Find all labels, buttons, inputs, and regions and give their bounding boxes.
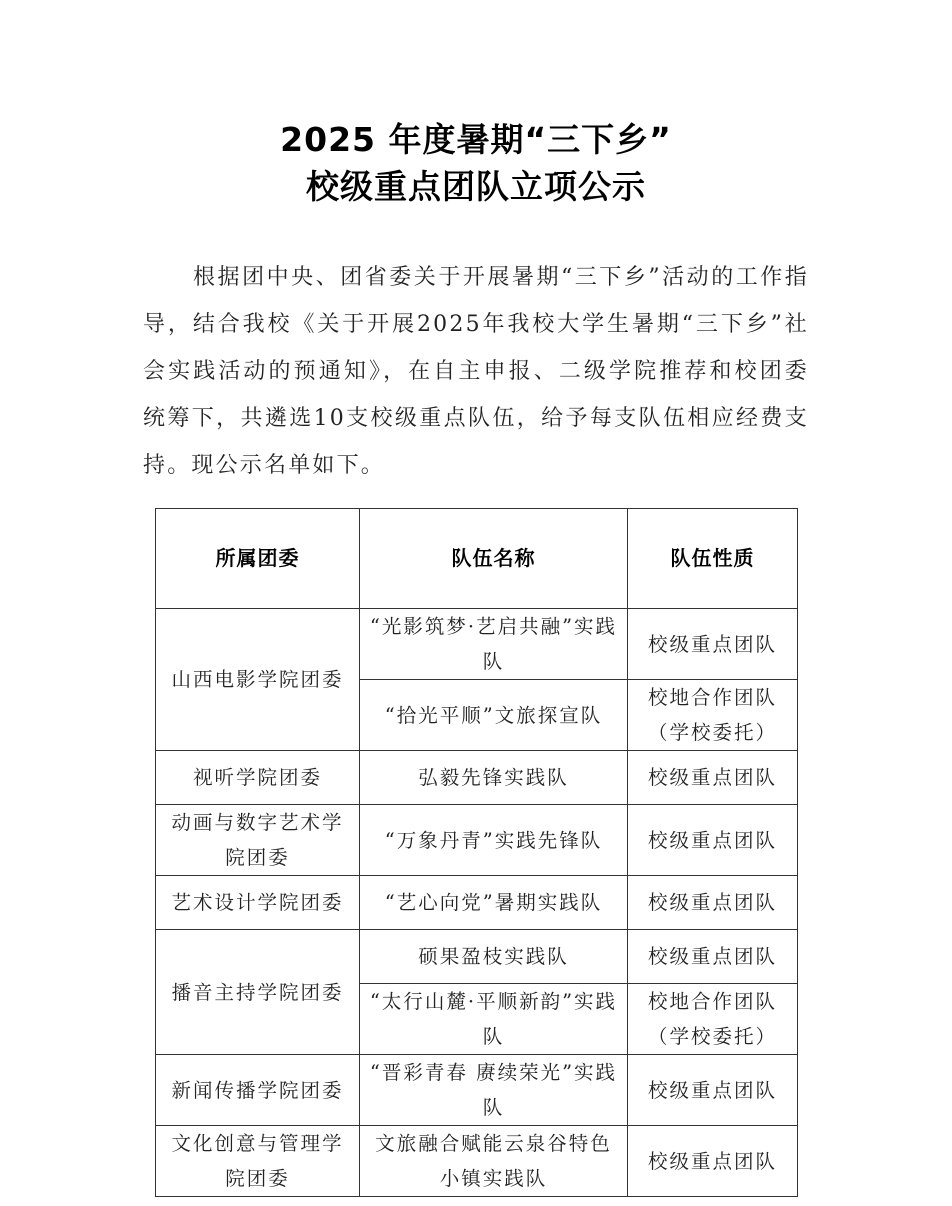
committee-cell: 新闻传播学院团委	[156, 1055, 360, 1126]
header-team-name: 队伍名称	[360, 509, 628, 609]
team-name-cell: “万象丹青”实践先锋队	[360, 805, 628, 876]
table-row	[156, 1055, 798, 1126]
header-committee: 所属团委	[156, 509, 360, 609]
document-title-line1: 2025 年度暑期“三下乡”	[280, 120, 672, 159]
committee-cell: 播音主持学院团委	[156, 930, 360, 1055]
team-type-cell: 校级重点团队	[628, 876, 798, 930]
team-name-cell: “艺心向党”暑期实践队	[360, 876, 628, 930]
table-row	[156, 805, 798, 876]
team-name-cell: 弘毅先锋实践队	[360, 751, 628, 805]
document-title-line2: 校级重点团队立项公示	[306, 167, 646, 206]
team-type-cell: 校级重点团队	[628, 805, 798, 876]
table-row	[156, 876, 798, 930]
committee-cell: 艺术设计学院团委	[156, 876, 360, 930]
header-team-type: 队伍性质	[628, 509, 798, 609]
team-type-cell: 校级重点团队	[628, 1055, 798, 1126]
team-name-cell: 硕果盈枝实践队	[360, 930, 628, 984]
team-type-cell: 校地合作团队（学校委托）	[628, 680, 798, 751]
committee-cell: 文化创意与管理学院团委	[156, 1126, 360, 1197]
team-roster-table	[155, 508, 798, 1197]
table-header-row	[156, 509, 798, 609]
team-type-cell: 校级重点团队	[628, 1126, 798, 1197]
table-row	[156, 1126, 798, 1197]
team-type-cell: 校级重点团队	[628, 930, 798, 984]
table-row	[156, 930, 798, 984]
team-type-cell: 校地合作团队（学校委托）	[628, 984, 798, 1055]
table-row	[156, 609, 798, 680]
team-name-cell: 文旅融合赋能云泉谷特色小镇实践队	[360, 1126, 628, 1197]
committee-cell: 动画与数字艺术学院团委	[156, 805, 360, 876]
intro-paragraph: 根据团中央、团省委关于开展暑期“三下乡”活动的工作指导，结合我校《关于开展2025年我校大学生暑期“三下乡”社会实践活动的预通知》，在自主申报、二级学院推荐和校团委统筹下，共遴选10支校级重点队伍，给予每支队伍相应经费支持。现公示名单如下。	[143, 265, 809, 478]
team-name-cell: “晋彩青春 赓续荣光”实践队	[360, 1055, 628, 1126]
team-name-cell: “太行山麓·平顺新韵”实践队	[360, 984, 628, 1055]
team-type-cell: 校级重点团队	[628, 609, 798, 680]
team-type-cell: 校级重点团队	[628, 751, 798, 805]
committee-cell: 视听学院团委	[156, 751, 360, 805]
table-row	[156, 751, 798, 805]
team-name-cell: “拾光平顺”文旅探宣队	[360, 680, 628, 751]
team-name-cell: “光影筑梦·艺启共融”实践队	[360, 609, 628, 680]
committee-cell: 山西电影学院团委	[156, 609, 360, 751]
